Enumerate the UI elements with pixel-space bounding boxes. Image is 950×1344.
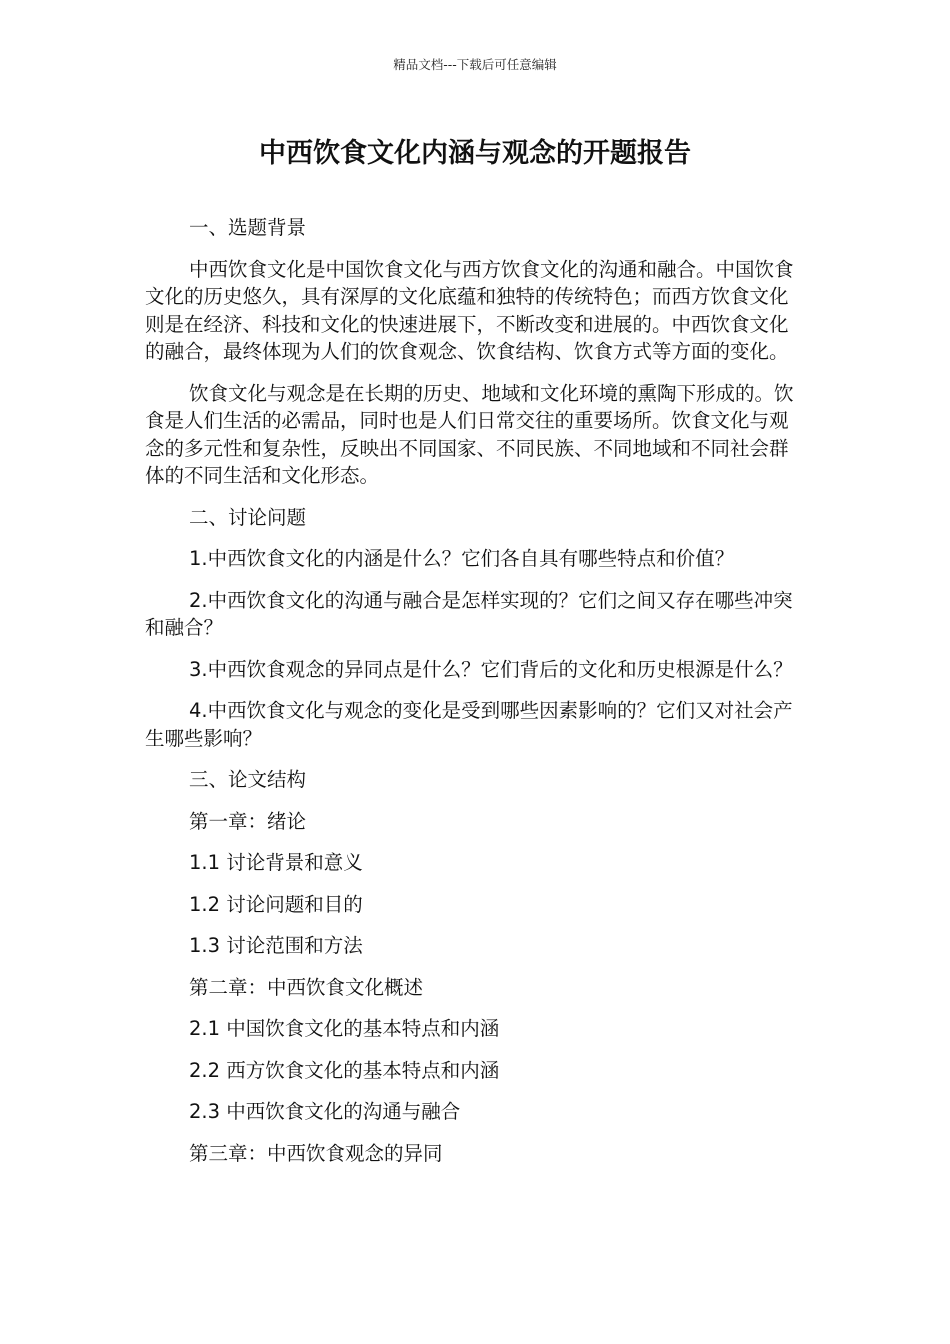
paragraph-background-1: 中西饮食文化是中国饮食文化与西方饮食文化的沟通和融合。中国饮食文化的历史悠久，具有深厚的文化底蕴和独特的传统特色；而西方饮食文化则是在经济、科技和文化的快速进展下，不断改变和进展的。中西饮食文化的融合，最终体现为人们的饮食观念、饮食结构、饮食方式等方面的变化。 bbox=[145, 257, 794, 363]
question-item: 1.中西饮食文化的内涵是什么？它们各自具有哪些特点和价值？ bbox=[189, 547, 735, 570]
section-heading-structure: 三、论文结构 bbox=[189, 768, 307, 791]
paragraph-background-2: 饮食文化与观念是在长期的历史、地域和文化环境的熏陶下形成的。饮食是人们生活的必需品，同时也是人们日常交往的重要场所。饮食文化与观念的多元性和复杂性，反映出不同国家、不同民族、不同地域和不同社会群体的不同生活和文化形态。 bbox=[145, 381, 794, 487]
section-heading-questions: 二、讨论问题 bbox=[189, 505, 307, 529]
outline-chapter-1: 第一章：绪论 bbox=[189, 809, 307, 833]
outline-item: 1.1 讨论背景和意义 bbox=[189, 851, 363, 874]
question-item: 4.中西饮食文化与观念的变化是受到哪些因素影响的？它们又对社会产生哪些影响？ bbox=[145, 699, 793, 750]
header-note: 精品文档---下载后可任意编辑 bbox=[393, 57, 557, 72]
outline-item: 1.2 讨论问题和目的 bbox=[189, 892, 363, 916]
question-item: 3.中西饮食观念的异同点是什么？它们背后的文化和历史根源是什么？ bbox=[189, 657, 793, 681]
question-item: 2.中西饮食文化的沟通与融合是怎样实现的？它们之间又存在哪些冲突和融合？ bbox=[145, 588, 793, 639]
outline-item: 2.2 西方饮食文化的基本特点和内涵 bbox=[189, 1058, 500, 1082]
outline-chapter-3: 第三章：中西饮食观念的异同 bbox=[189, 1141, 443, 1165]
document-title: 中西饮食文化内涵与观念的开题报告 bbox=[259, 138, 691, 169]
outline-item: 2.1 中国饮食文化的基本特点和内涵 bbox=[189, 1017, 500, 1040]
document-body bbox=[145, 214, 805, 1181]
outline-item: 1.3 讨论范围和方法 bbox=[189, 934, 363, 957]
outline-item: 2.3 中西饮食文化的沟通与融合 bbox=[189, 1100, 461, 1123]
outline-chapter-2: 第二章：中西饮食文化概述 bbox=[189, 975, 424, 999]
section-heading-background: 一、选题背景 bbox=[189, 216, 307, 239]
